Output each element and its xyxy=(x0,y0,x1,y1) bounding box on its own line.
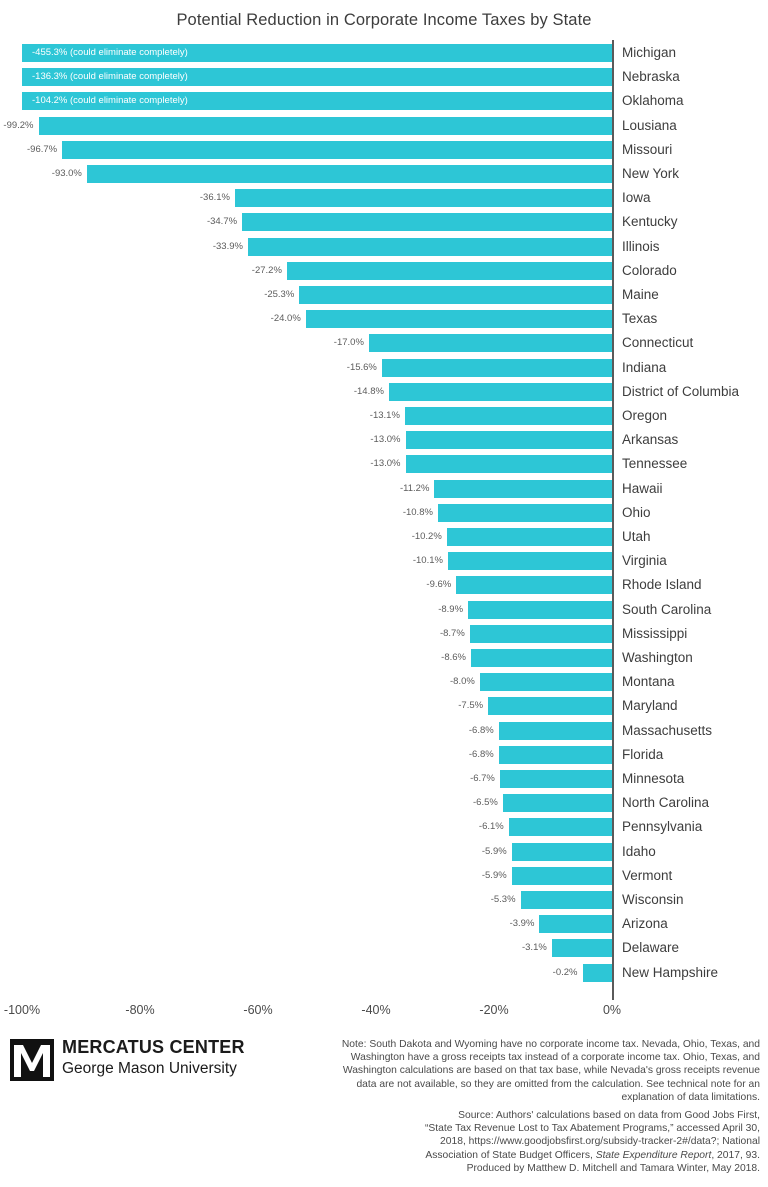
bar-row xyxy=(0,357,768,381)
bar xyxy=(552,939,612,957)
bar-value-label: -24.0% xyxy=(270,313,301,325)
bar xyxy=(438,504,612,522)
bar-row xyxy=(0,90,768,114)
bar xyxy=(503,794,612,812)
state-label: Texas xyxy=(622,311,658,327)
bar-row xyxy=(0,599,768,623)
bar-row xyxy=(0,211,768,235)
bar-value-label: -104.2% (could eliminate completely) xyxy=(32,95,188,107)
bar-value-label: -8.9% xyxy=(438,603,464,615)
source-line-3: 2018, https://www.goodjobsfirst.org/subsidy-tracker-2#/data?; National xyxy=(440,1136,760,1148)
state-label: Washington xyxy=(622,650,693,665)
bar-row xyxy=(0,647,768,671)
bar-value-label: -0.2% xyxy=(552,966,578,978)
bar-value-label: -5.9% xyxy=(481,845,507,857)
state-label: South Carolina xyxy=(622,601,712,617)
bar xyxy=(471,649,612,667)
x-axis-tick: -60% xyxy=(243,1003,273,1017)
state-label: Nebraska xyxy=(622,69,680,85)
state-label: Colorado xyxy=(622,262,677,278)
bar xyxy=(509,818,612,836)
bar-row xyxy=(0,792,768,816)
bar-value-label: -6.8% xyxy=(468,748,494,760)
bar-value-label: -13.0% xyxy=(370,458,401,470)
bar xyxy=(448,552,612,570)
state-label: Delaware xyxy=(622,940,680,956)
state-label: Rhode Island xyxy=(622,577,702,593)
bar-row xyxy=(0,260,768,284)
bar-row xyxy=(0,937,768,961)
bar xyxy=(382,359,612,377)
state-label: Tennessee xyxy=(622,456,688,472)
x-axis-tick: -20% xyxy=(479,1003,509,1017)
logo-subtitle: George Mason University xyxy=(62,1060,237,1077)
bar-row xyxy=(0,115,768,139)
bar xyxy=(456,576,612,594)
bar-value-label: -455.3% (could eliminate completely) xyxy=(32,47,188,58)
x-axis xyxy=(0,1003,768,1023)
state-label: Oregon xyxy=(622,408,668,423)
bar-value-label: -99.2% xyxy=(3,119,34,131)
bar-value-label: -33.9% xyxy=(212,240,243,252)
bar-value-label: -5.3% xyxy=(490,894,516,905)
source-line-4 xyxy=(330,1149,760,1162)
bar xyxy=(406,455,613,473)
state-label: Oklahoma xyxy=(622,93,684,109)
bar-value-label: -6.1% xyxy=(478,821,504,833)
state-label: Minnesota xyxy=(622,771,685,786)
bar-row xyxy=(0,284,768,308)
bar xyxy=(62,141,612,159)
bar xyxy=(521,891,612,909)
bar-value-label: -3.1% xyxy=(521,942,547,954)
bar-row xyxy=(0,695,768,719)
state-label: Pennsylvania xyxy=(622,819,703,835)
bar xyxy=(447,528,612,546)
bar-row xyxy=(0,744,768,768)
bar-value-label: -13.1% xyxy=(369,410,400,421)
bar-row xyxy=(0,502,768,526)
bar-row xyxy=(0,768,768,792)
bar-row xyxy=(0,889,768,913)
source-line-2: “State Tax Revenue Lost to Tax Abatement Programs,” accessed April 30, xyxy=(424,1123,760,1135)
state-label: Vermont xyxy=(622,867,673,883)
bar xyxy=(406,431,613,449)
bar-value-label: -27.2% xyxy=(251,264,282,276)
bar xyxy=(539,915,612,933)
bar-value-label: -136.3% (could eliminate completely) xyxy=(32,71,188,83)
bar xyxy=(39,117,612,135)
bar xyxy=(389,383,612,401)
state-label: Ohio xyxy=(622,504,651,520)
bar-value-label: -5.9% xyxy=(481,869,507,881)
state-label: Arizona xyxy=(622,916,668,932)
bar-row xyxy=(0,841,768,865)
x-axis-tick: -80% xyxy=(125,1003,155,1017)
x-axis-tick: -40% xyxy=(361,1003,391,1017)
state-label: Montana xyxy=(622,674,675,690)
bar-row xyxy=(0,962,768,986)
bar-value-label: -36.1% xyxy=(199,192,230,204)
footnotes xyxy=(330,1038,760,1175)
state-label: Michigan xyxy=(622,45,677,60)
bar xyxy=(405,407,612,425)
bar-row xyxy=(0,163,768,187)
bar-value-label: -13.0% xyxy=(370,434,401,446)
bar-value-label: -8.0% xyxy=(450,676,475,688)
x-axis-tick: -100% xyxy=(3,1003,41,1017)
bar-row xyxy=(0,187,768,211)
state-label: Kentucky xyxy=(622,214,678,230)
bar-row xyxy=(0,865,768,889)
state-label: Arkansas xyxy=(622,432,679,448)
bar xyxy=(287,262,612,280)
bar-value-label: -11.2% xyxy=(400,482,430,494)
state-label: Massachusetts xyxy=(622,722,713,738)
state-label: Hawaii xyxy=(622,480,663,496)
bar-row xyxy=(0,453,768,477)
state-label: Lousiana xyxy=(622,117,677,133)
bar-row xyxy=(0,526,768,550)
bar-value-label: -14.8% xyxy=(353,385,384,397)
bar xyxy=(512,843,612,861)
bar-value-label: -7.5% xyxy=(458,700,484,712)
bar xyxy=(512,867,612,885)
footnote-note: Note: South Dakota and Wyoming have no corporate income tax. Nevada, Ohio, Texas, and Washington have a gross receipts tax instead of a corporate income tax. Ohio, Texas, and Washington calculations are based on that tax base, while Nevada's gross receipts revenue data are not available, so they are omitted from the calculation. See technical note for an explanation of data limitations. xyxy=(341,1039,760,1103)
bar-value-label: -25.3% xyxy=(264,289,295,300)
bar-row xyxy=(0,139,768,163)
source-line-1: Source: Authors' calculations based on data from Good Jobs First, xyxy=(458,1110,760,1122)
state-label: Idaho xyxy=(622,843,656,859)
state-label: Maryland xyxy=(622,698,678,714)
state-label: New Hampshire xyxy=(622,964,719,980)
bar-value-label: -10.1% xyxy=(412,555,443,567)
bar xyxy=(500,770,612,788)
bar-value-label: -6.8% xyxy=(468,724,494,736)
chart-plot-area xyxy=(0,40,768,1000)
bar-row xyxy=(0,405,768,429)
bar-row xyxy=(0,66,768,90)
bar xyxy=(242,213,612,231)
state-label: Indiana xyxy=(622,359,667,375)
state-label: District of Columbia xyxy=(622,383,740,399)
bar xyxy=(87,165,612,183)
bar-row xyxy=(0,574,768,598)
produced-by: Produced by Matthew D. Mitchell and Tamara Winter, May 2018. xyxy=(466,1162,760,1174)
state-label: North Carolina xyxy=(622,795,710,811)
bar-row xyxy=(0,236,768,260)
state-label: Utah xyxy=(622,529,651,544)
bar-value-label: -6.5% xyxy=(473,797,498,809)
bar xyxy=(480,673,612,691)
bar xyxy=(470,625,612,643)
bar-row xyxy=(0,308,768,332)
state-label: Virginia xyxy=(622,553,667,569)
bar-value-label: -96.7% xyxy=(27,143,58,155)
bar-value-label: -93.0% xyxy=(51,168,82,179)
state-label: New York xyxy=(622,166,680,181)
state-label: Mississippi xyxy=(622,625,688,641)
bar-value-label: -10.2% xyxy=(411,531,442,542)
bar xyxy=(499,722,612,740)
bar-row xyxy=(0,429,768,453)
bar xyxy=(468,601,612,619)
bar xyxy=(499,746,612,764)
bar-value-label: -17.0% xyxy=(333,337,364,349)
bar-row xyxy=(0,478,768,502)
bar xyxy=(488,697,612,715)
bar-row xyxy=(0,623,768,647)
bar-row xyxy=(0,816,768,840)
page-title: Potential Reduction in Corporate Income Taxes by State xyxy=(176,11,592,29)
state-label: Illinois xyxy=(622,238,660,254)
bar xyxy=(369,334,612,352)
source-line-4-post: , 2017, 93. xyxy=(711,1149,760,1161)
bar xyxy=(434,480,612,498)
bar xyxy=(306,310,612,328)
bar xyxy=(248,238,612,256)
state-label: Connecticut xyxy=(622,335,694,351)
logo-title: MERCATUS CENTER xyxy=(62,1037,245,1057)
bar-row xyxy=(0,671,768,695)
bar-value-label: -8.6% xyxy=(441,652,466,663)
bar xyxy=(235,189,612,207)
state-label: Florida xyxy=(622,746,664,762)
state-label: Iowa xyxy=(622,190,651,206)
bar-value-label: -15.6% xyxy=(346,361,377,373)
bar-value-label: -6.7% xyxy=(470,773,495,784)
bar-row xyxy=(0,720,768,744)
state-label: Wisconsin xyxy=(622,892,684,907)
source-report-title: State Expenditure Report xyxy=(595,1149,712,1161)
bar-row xyxy=(0,42,768,66)
bar-value-label: -9.6% xyxy=(426,579,452,591)
bar-row xyxy=(0,332,768,356)
mercatus-logo-icon xyxy=(10,1039,54,1081)
mercatus-logo xyxy=(10,1035,260,1095)
bar xyxy=(299,286,612,304)
x-axis-tick: 0% xyxy=(602,1003,622,1017)
bar xyxy=(583,964,613,982)
bar-row xyxy=(0,913,768,937)
bar-value-label: -8.7% xyxy=(439,627,465,639)
bar-row xyxy=(0,550,768,574)
source-line-4-pre: Association of State Budget Officers, xyxy=(425,1149,596,1161)
bar-value-label: -34.7% xyxy=(206,216,238,228)
state-label: Maine xyxy=(622,287,659,302)
state-label: Missouri xyxy=(622,141,673,157)
bar-value-label: -10.8% xyxy=(402,506,433,518)
bar-value-label: -3.9% xyxy=(509,918,535,930)
bar-row xyxy=(0,381,768,405)
